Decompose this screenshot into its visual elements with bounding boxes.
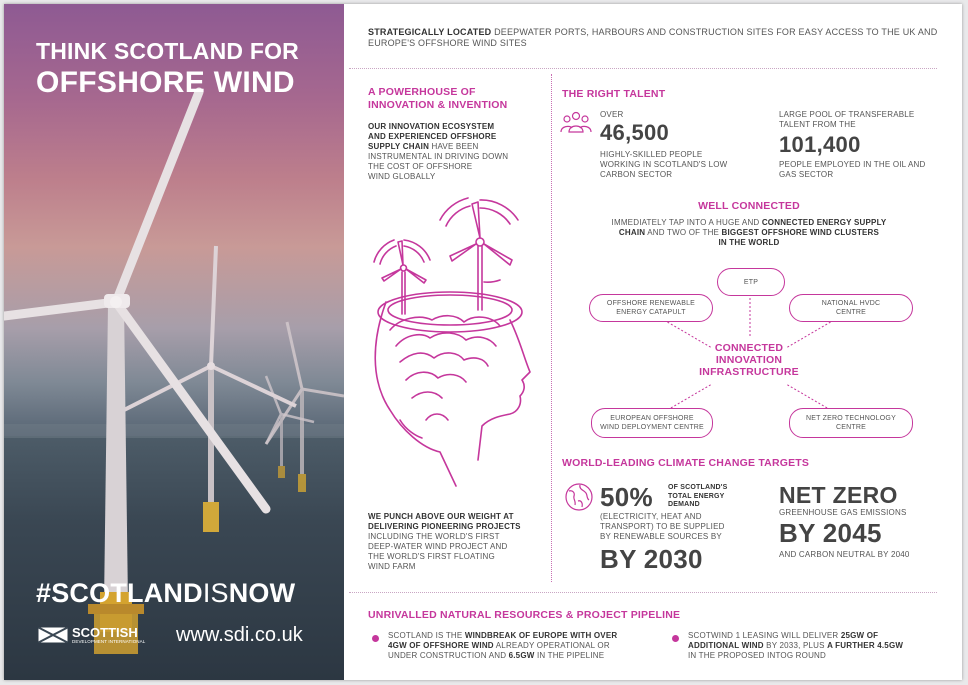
node-national-hvdc xyxy=(789,294,913,322)
powerhouse-bold-2: AND EXPERIENCED OFFSHORE xyxy=(368,132,497,141)
hub-line-2: INNOVATION xyxy=(715,354,783,366)
node-national-hvdc-l1: NATIONAL HVDC xyxy=(821,300,881,307)
intro-rest: DEEPWATER PORTS, HARBOURS AND CONSTRUCTION SITES FOR EASY ACCESS TO THE UK AND EUROPE'S OFFSHORE WIND SITES xyxy=(368,27,938,48)
node-etp xyxy=(717,268,785,296)
connected-l2b: AND TWO OF THE xyxy=(645,228,722,237)
climate-pct-desc-1: (ELECTRICITY, HEAT AND xyxy=(600,512,702,521)
connected-body xyxy=(562,218,936,248)
bullet-dot-1 xyxy=(372,635,379,642)
talent-right-small-1: LARGE POOL OF TRANSFERABLE xyxy=(779,110,915,119)
head-turbine-illustration xyxy=(360,190,550,490)
talent-left-small: OVER xyxy=(600,110,624,119)
node-ore-catapult-l1: OFFSHORE RENEWABLE xyxy=(606,300,696,307)
res1-l1b: WINDBREAK OF EUROPE WITH OVER xyxy=(464,631,618,640)
punch-bold-2: DELIVERING PIONEERING PROJECTS xyxy=(368,522,521,531)
hub-line-1: CONNECTED xyxy=(714,342,784,354)
hero-title-line2: OFFSHORE WIND xyxy=(36,66,295,99)
res1-l3b: 6.5GW xyxy=(508,651,535,660)
brochure-page xyxy=(4,4,962,680)
punch-bold-1: WE PUNCH ABOVE OUR WEIGHT AT xyxy=(368,512,514,521)
hub-line-3: INFRASTRUCTURE xyxy=(699,366,799,378)
talent-right-number: 101,400 xyxy=(779,132,861,157)
climate-pct-label-2: TOTAL ENERGY xyxy=(668,492,725,500)
hero-title-line1: THINK SCOTLAND FOR xyxy=(36,38,299,64)
punch-line-5: THE WORLD'S FIRST FLOATING xyxy=(368,552,495,561)
climate-pct-desc-2: TRANSPORT) TO BE SUPPLIED xyxy=(600,522,725,531)
climate-pct-label xyxy=(668,484,728,510)
climate-ghg: GREENHOUSE GAS EMISSIONS xyxy=(779,508,907,517)
talent-title: THE RIGHT TALENT xyxy=(562,88,666,100)
talent-left-desc-2: WORKING IN SCOTLAND'S LOW xyxy=(600,160,728,169)
hashtag-part-is: IS xyxy=(202,578,229,608)
connected-l2a: CHAIN xyxy=(618,228,646,237)
divider-bottom xyxy=(349,592,937,593)
people-icon xyxy=(560,110,592,134)
node-national-hvdc-l2: CENTRE xyxy=(836,309,866,316)
intro-bold: STRATEGICALLY LOCATED xyxy=(368,27,492,37)
node-eowdc-l2: WIND DEPLOYMENT CENTRE xyxy=(600,424,704,431)
talent-left-number: 46,500 xyxy=(600,120,670,145)
talent-right-desc xyxy=(779,160,949,180)
res1-l1a: SCOTLAND IS THE xyxy=(388,631,465,640)
node-net-zero-tech-l2: CENTRE xyxy=(836,424,866,431)
node-net-zero-tech xyxy=(789,408,913,438)
connected-l1a: IMMEDIATELY TAP INTO A HUGE AND xyxy=(611,218,762,227)
talent-right-desc-2: GAS SECTOR xyxy=(779,170,834,179)
talent-left-desc-3: CARBON SECTOR xyxy=(600,170,673,179)
connected-l2c: BIGGEST OFFSHORE WIND CLUSTERS xyxy=(721,228,880,237)
powerhouse-line-4: INSTRUMENTAL IN DRIVING DOWN xyxy=(368,152,509,161)
powerhouse-body xyxy=(368,122,548,182)
talent-right-small xyxy=(779,110,944,130)
bullet-dot-2 xyxy=(672,635,679,642)
website-link[interactable]: www.sdi.co.uk xyxy=(176,624,303,646)
connected-l1b: CONNECTED ENERGY SUPPLY xyxy=(761,218,887,227)
punch-line-3: INCLUDING THE WORLD'S FIRST xyxy=(368,532,500,541)
climate-pct-label-1: OF SCOTLAND'S xyxy=(668,484,728,491)
divider-vertical xyxy=(551,74,552,582)
climate-carbon-neutral: AND CARBON NEUTRAL BY 2040 xyxy=(779,550,910,559)
intro-statement xyxy=(368,27,938,49)
node-etp-label: ETP xyxy=(743,278,759,286)
logo-name: SCOTTISH xyxy=(72,625,138,640)
hub-label xyxy=(694,342,804,378)
powerhouse-title-line2: INNOVATION & INVENTION xyxy=(368,99,508,111)
punch-line-6: WIND FARM xyxy=(368,562,416,571)
res1-l2b: ALREADY OPERATIONAL OR xyxy=(493,641,610,650)
res1-l3a: UNDER CONSTRUCTION AND xyxy=(388,651,509,660)
logo-subtitle: DEVELOPMENT INTERNATIONAL xyxy=(72,639,146,644)
hashtag-part-scotland: #SCOTLAND xyxy=(36,578,203,608)
node-eowdc-l1: EUROPEAN OFFSHORE xyxy=(610,415,694,422)
powerhouse-line-6: WIND GLOBALLY xyxy=(368,172,436,181)
talent-left-desc xyxy=(600,150,760,180)
connected-l3: IN THE WORLD xyxy=(718,238,780,247)
climate-percent: 50% xyxy=(600,482,653,512)
res2-l2a: ADDITIONAL WIND xyxy=(688,641,764,650)
res2-l1a: SCOTWIND 1 LEASING WILL DELIVER xyxy=(688,631,841,640)
res1-l2a: 4GW OF OFFSHORE WIND xyxy=(388,641,494,650)
hashtag xyxy=(36,578,295,609)
punch-body xyxy=(368,512,548,572)
talent-right-small-2: TALENT FROM THE xyxy=(779,120,856,129)
resources-title: UNRIVALLED NATURAL RESOURCES & PROJECT PIPELINE xyxy=(368,609,681,621)
hashtag-part-now: NOW xyxy=(228,578,296,608)
res2-l1b: 25GW OF xyxy=(840,631,879,640)
node-eowdc xyxy=(591,408,713,438)
hero-photo-panel xyxy=(4,4,344,680)
connected-title: WELL CONNECTED xyxy=(698,200,800,212)
divider-top xyxy=(349,68,937,69)
powerhouse-bold-3: SUPPLY CHAIN xyxy=(368,142,430,151)
climate-pct-label-3: DEMAND xyxy=(668,501,700,508)
climate-pct-desc xyxy=(600,512,760,542)
talent-right-desc-1: PEOPLE EMPLOYED IN THE OIL AND xyxy=(779,160,926,169)
powerhouse-bold-1: OUR INNOVATION ECOSYSTEM xyxy=(368,122,495,131)
node-ore-catapult-l2: ENERGY CATAPULT xyxy=(616,309,686,316)
sdi-logo xyxy=(38,624,158,646)
climate-by-2045: BY 2045 xyxy=(779,518,882,548)
globe-icon xyxy=(564,482,594,512)
res1-l3c: IN THE PIPELINE xyxy=(534,651,605,660)
powerhouse-title-line1: A POWERHOUSE OF xyxy=(368,86,476,98)
node-net-zero-tech-l1: NET ZERO TECHNOLOGY xyxy=(806,415,896,422)
powerhouse-rest-3: HAVE BEEN xyxy=(429,142,479,151)
node-ore-catapult xyxy=(589,294,713,322)
resources-bullet-2 xyxy=(688,631,948,661)
res2-l2b: BY 2033, PLUS xyxy=(763,641,828,650)
res2-l3: IN THE PROPOSED INTOG ROUND xyxy=(688,651,827,660)
punch-line-4: DEEP-WATER WIND PROJECT AND xyxy=(368,542,508,551)
powerhouse-line-5: THE COST OF OFFSHORE xyxy=(368,162,473,171)
climate-pct-desc-3: BY RENEWABLE SOURCES BY xyxy=(600,532,722,541)
climate-by-2030: BY 2030 xyxy=(600,544,703,574)
resources-bullet-1 xyxy=(388,631,658,661)
saltire-logo-icon xyxy=(38,627,68,643)
climate-net-zero: NET ZERO xyxy=(779,482,898,508)
res2-l2c: A FURTHER 4.5GW xyxy=(827,641,904,650)
talent-left-desc-1: HIGHLY-SKILLED PEOPLE xyxy=(600,150,703,159)
climate-title: WORLD-LEADING CLIMATE CHANGE TARGETS xyxy=(562,457,810,469)
powerhouse-title xyxy=(368,86,507,112)
